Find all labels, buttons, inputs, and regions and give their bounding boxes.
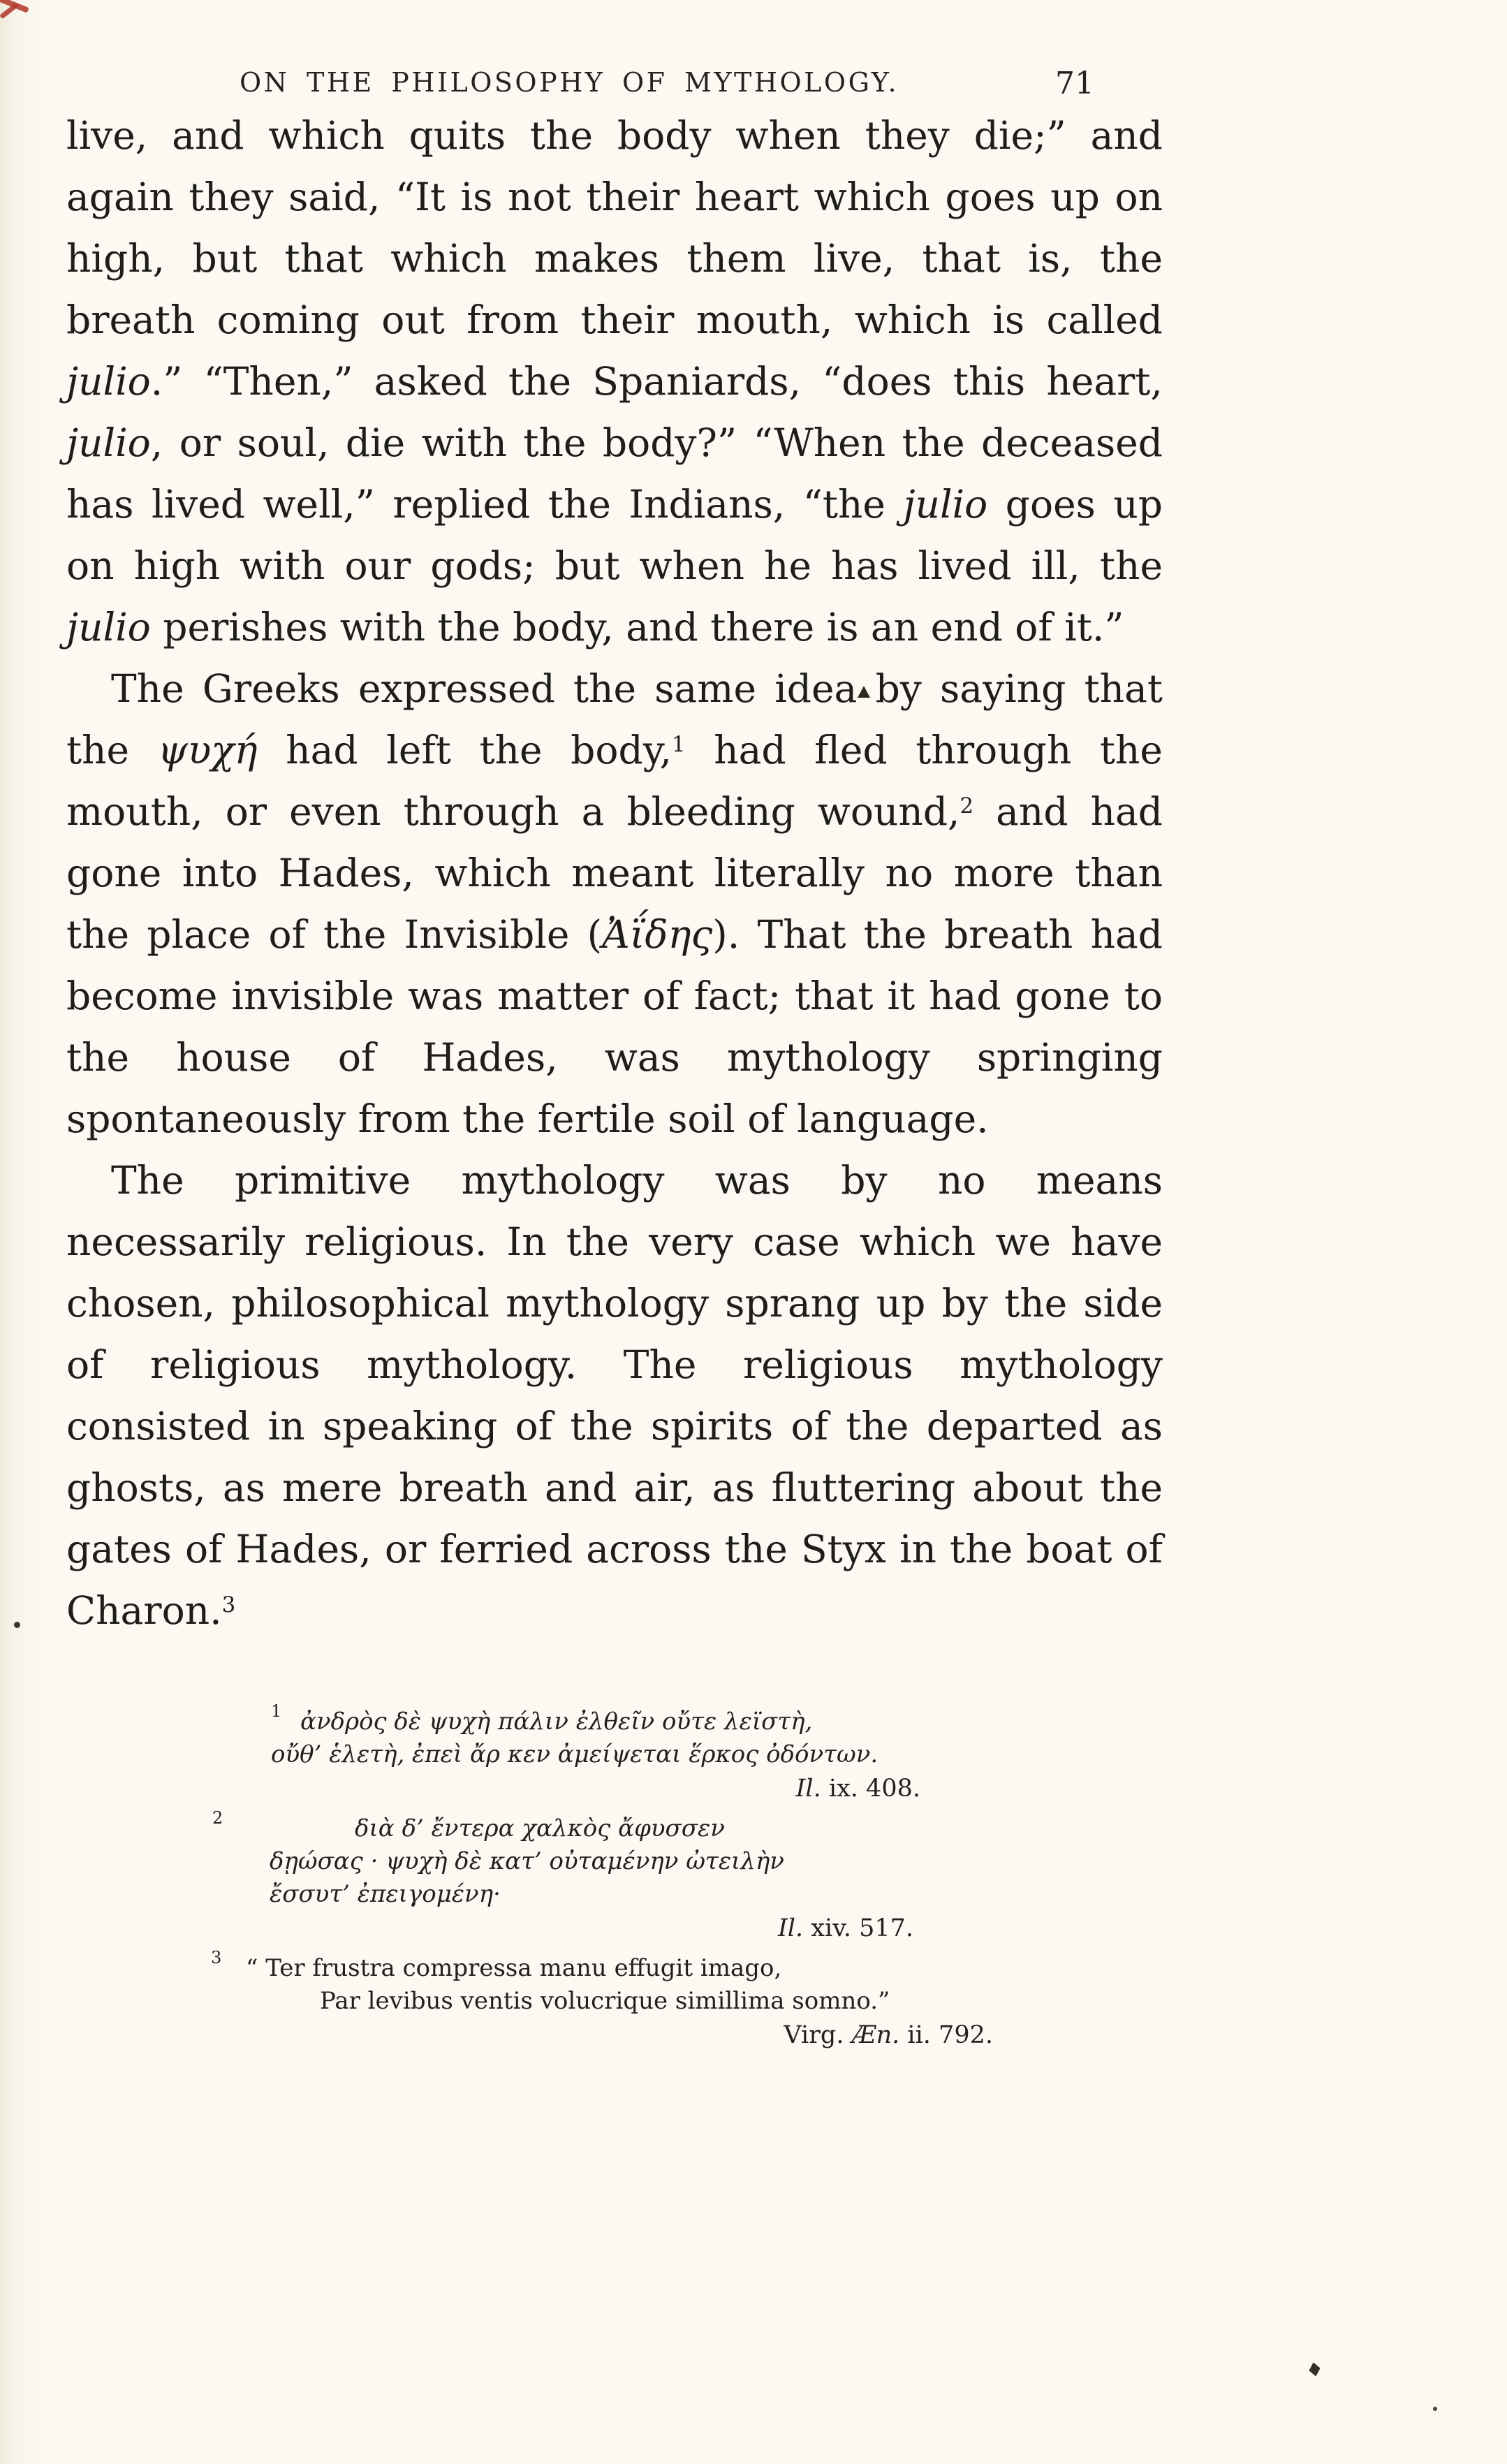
footnote-text: οὔθ’ ἑλετὴ, ἐπεὶ ἄρ κεν ἀμείψεται ἕρκος ὀδόντων. [271,1740,879,1768]
ink-speck [14,1622,20,1628]
running-header: ON THE PHILOSOPHY OF MYTHOLOGY. [240,67,899,98]
footnote-text: “ Ter frustra compressa manu effugit imago, [246,1954,782,1982]
footnote-2 [212,1808,999,1945]
footnote-line [230,1845,999,1878]
footnote-3 [211,1948,999,2052]
footnote-1 [230,1701,999,1805]
paragraph-1: live, and which quits the body when they die;” and again they said, “It is not their heart which goes up on high, but that which makes them live, that is, the breath coming out from their mouth, which is called julio.” “Then,” asked the Spaniards, “does this heart, julio, or soul, die with the body?” “When the deceased has lived well,” replied the Indians, “the julio goes up on high with our gods; but when he has lived ill, the julio perishes with the body, and there is an end of it.” [66,113,1163,650]
page-header [66,67,1163,109]
footnote-line: 3 “ Ter frustra compressa manu effugit imago, [211,1948,782,1982]
page-body [66,105,1163,2059]
footnote-line [230,1738,999,1771]
footnote-citation: Virg. Æn. ii. 792. [784,2021,993,2049]
footnote-citation: Il. ix. 408. [795,1775,920,1803]
paragraph-2: The Greeks expressed the same idea by saying that the ψυχή had left the body,$^1$ had fled through the mouth, or even through a bleeding wound,$^2$ and had gone into Hades, which meant literally no more than the place of the Invisible (Ἀΐδης). That the breath had become invisible was matter of fact; that it had gone to the house of Hades, was mythology springing spontaneously from the fertile soil of language. [66,666,1163,1141]
footnote-line: 1 ἀνδρὸς δὲ ψυχὴ πάλιν ἐλθεῖν οὔτε λεϊστὴ, [271,1701,813,1736]
footnote-text: διὰ δ’ ἔντερα χαλκὸς ἄφυσσεν [355,1814,725,1842]
footnote-text: Par levibus ventis volucrique simillima somno.” [320,1987,890,2015]
page-number: 71 [1055,66,1094,101]
ink-speck [1309,2362,1320,2376]
footnote-line [230,1985,999,2018]
paragraph-3: The primitive mythology was by no means necessarily religious. In the very case which we have chosen, philosophical mythology sprang up by the side of religious mythology. The religious mythology consisted in speaking of the spirits of the departed as ghosts, as mere breath and air, as fluttering about the gates of Hades, or ferried across the Styx in the boat of Charon.$^3$ [66,1158,1163,1633]
footnote-text: ἀνδρὸς δὲ ψυχὴ πάλιν ἐλθεῖν οὔτε λεϊστὴ, [300,1708,813,1736]
footnote-text: δῃώσας · ψυχὴ δὲ κατ’ οὐταμένην ὠτειλὴν [270,1847,784,1875]
footnote-line: 2 διὰ δ’ ἔντερα χαλκὸς ἄφυσσεν [212,1808,725,1842]
footnote-text: ἔσσυτ’ ἐπειγομένη· [270,1880,501,1908]
footnote-citation: Il. xiv. 517. [777,1914,913,1942]
footnote-line [230,1878,999,1911]
ink-speck [1433,2407,1437,2411]
pen-mark [0,0,52,25]
footnotes [211,1701,999,2052]
